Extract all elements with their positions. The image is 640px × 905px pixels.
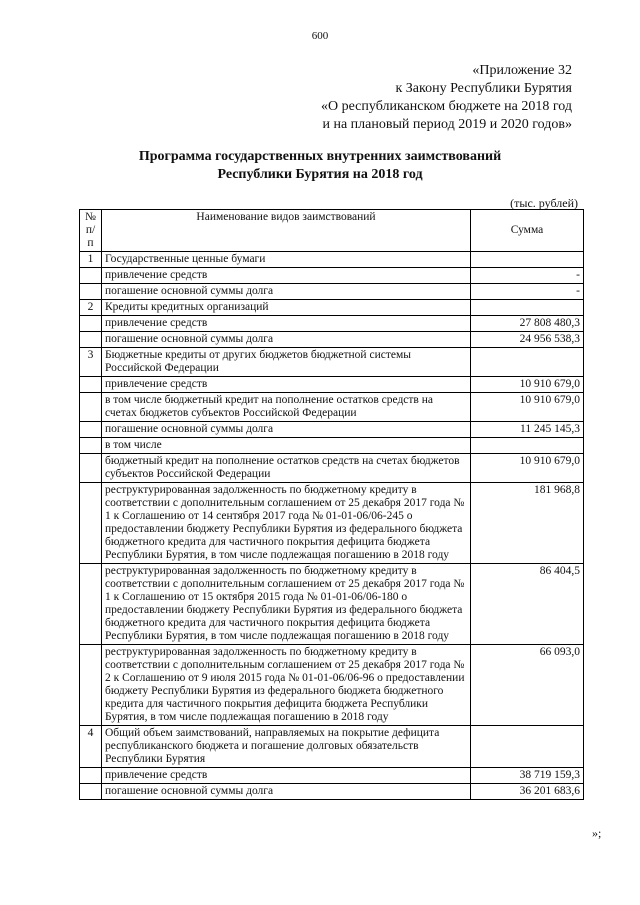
table-row bbox=[80, 483, 584, 564]
appendix-line-3: «О республиканском бюджете на 2018 год bbox=[321, 99, 572, 114]
title-line-2: Республики Бурятия на 2018 год bbox=[217, 167, 423, 182]
table-row bbox=[80, 422, 584, 438]
units-note: (тыс. рублей) bbox=[510, 196, 578, 210]
row-name: реструктурированная задолженность по бюджетному кредиту в соответствии с дополнительным соглашением от 25 декабря 2017 года № 2 к Соглашению от 9 июля 2015 года № 01-01-06/06-96 о предоставлении бюджету Республики Бурятия из федерального бюджета бюджетного кредита для частичного покрытия дефицита бюджета Республики Бурятия, в том числе подлежащая погашению в 2018 году bbox=[102, 645, 471, 726]
row-name: реструктурированная задолженность по бюджетному кредиту в соответствии с дополнительным соглашением от 25 декабря 2017 года № 1 к Соглашению от 15 октября 2015 года № 01-01-06/06-180 о предоставлении бюджету Республики Бурятия из федерального бюджета бюджетного кредита для частичного покрытия дефицита бюджета Республики Бурятия, в том числе подлежащая погашению в 2018 году bbox=[102, 564, 471, 645]
table-row bbox=[80, 438, 584, 454]
row-name: привлечение средств bbox=[102, 768, 471, 784]
table-row bbox=[80, 332, 584, 348]
row-name: в том числе бюджетный кредит на пополнение остатков средств на счетах бюджетов субъектов Российской Федерации bbox=[102, 393, 471, 422]
row-number bbox=[80, 454, 102, 483]
row-number: 1 bbox=[80, 252, 102, 268]
row-name: погашение основной суммы долга bbox=[102, 332, 471, 348]
row-amount bbox=[471, 438, 584, 454]
row-amount: 27 808 480,3 bbox=[471, 316, 584, 332]
row-name: погашение основной суммы долга bbox=[102, 784, 471, 800]
borrowing-table bbox=[79, 209, 584, 800]
row-amount bbox=[471, 726, 584, 768]
row-amount: 86 404,5 bbox=[471, 564, 584, 645]
title-line-1: Программа государственных внутренних заимствований bbox=[138, 149, 502, 164]
page-number: 600 bbox=[311, 30, 329, 42]
row-name: погашение основной суммы долга bbox=[102, 284, 471, 300]
row-number bbox=[80, 377, 102, 393]
row-number bbox=[80, 564, 102, 645]
row-amount: 36 201 683,6 bbox=[471, 784, 584, 800]
row-amount: - bbox=[471, 268, 584, 284]
row-name: бюджетный кредит на пополнение остатков средств на счетах бюджетов субъектов Российской Федерации bbox=[102, 454, 471, 483]
row-number: 3 bbox=[80, 348, 102, 377]
table-body bbox=[80, 252, 584, 800]
closing-mark: »; bbox=[592, 826, 602, 840]
row-amount: 24 956 538,3 bbox=[471, 332, 584, 348]
row-number bbox=[80, 284, 102, 300]
table-row bbox=[80, 284, 584, 300]
header-number: № п/п bbox=[80, 210, 102, 252]
row-name: привлечение средств bbox=[102, 377, 471, 393]
row-number: 2 bbox=[80, 300, 102, 316]
row-name: Государственные ценные бумаги bbox=[102, 252, 471, 268]
row-name: реструктурированная задолженность по бюджетному кредиту в соответствии с дополнительным соглашением от 25 декабря 2017 года № 1 к Соглашению от 14 сентября 2017 года № 01-01-06/06-245 о предоставлении бюджету Республики Бурятия из федерального бюджета бюджетного кредита для частичного покрытия дефицита бюджета Республики Бурятия, в том числе подлежащая погашению в 2018 году bbox=[102, 483, 471, 564]
row-name: Кредиты кредитных организаций bbox=[102, 300, 471, 316]
row-amount: 10 910 679,0 bbox=[471, 377, 584, 393]
row-number bbox=[80, 422, 102, 438]
row-name: в том числе bbox=[102, 438, 471, 454]
row-number bbox=[80, 784, 102, 800]
table-row bbox=[80, 348, 584, 377]
appendix-line-1: «Приложение 32 bbox=[472, 63, 572, 78]
row-amount: 38 719 159,3 bbox=[471, 768, 584, 784]
table-row bbox=[80, 645, 584, 726]
appendix-line-4: и на плановый период 2019 и 2020 годов» bbox=[322, 117, 572, 132]
table-row bbox=[80, 377, 584, 393]
appendix-line-2: к Закону Республики Бурятия bbox=[395, 81, 572, 96]
appendix-header bbox=[321, 62, 572, 134]
row-amount: 10 910 679,0 bbox=[471, 393, 584, 422]
table-row bbox=[80, 784, 584, 800]
document-title bbox=[0, 148, 640, 184]
row-number bbox=[80, 332, 102, 348]
header-sum: Сумма bbox=[471, 210, 584, 252]
table-row bbox=[80, 726, 584, 768]
row-number: 4 bbox=[80, 726, 102, 768]
table-row bbox=[80, 268, 584, 284]
header-name: Наименование видов заимствований bbox=[102, 210, 471, 252]
row-amount: 181 968,8 bbox=[471, 483, 584, 564]
row-name: привлечение средств bbox=[102, 316, 471, 332]
table-row bbox=[80, 564, 584, 645]
table-row bbox=[80, 316, 584, 332]
row-number bbox=[80, 316, 102, 332]
table-row bbox=[80, 768, 584, 784]
row-amount bbox=[471, 252, 584, 268]
row-name: погашение основной суммы долга bbox=[102, 422, 471, 438]
row-amount bbox=[471, 348, 584, 377]
row-amount: 11 245 145,3 bbox=[471, 422, 584, 438]
row-amount: - bbox=[471, 284, 584, 300]
row-number bbox=[80, 768, 102, 784]
row-amount: 66 093,0 bbox=[471, 645, 584, 726]
table-header-row bbox=[80, 210, 584, 252]
row-number bbox=[80, 268, 102, 284]
table-row bbox=[80, 454, 584, 483]
table-row bbox=[80, 300, 584, 316]
row-name: Общий объем заимствований, направляемых на покрытие дефицита республиканского бюджета и погашение долговых обязательств Республики Бурятия bbox=[102, 726, 471, 768]
row-amount bbox=[471, 300, 584, 316]
row-number bbox=[80, 483, 102, 564]
row-number bbox=[80, 393, 102, 422]
row-name: Бюджетные кредиты от других бюджетов бюджетной системы Российской Федерации bbox=[102, 348, 471, 377]
row-name: привлечение средств bbox=[102, 268, 471, 284]
table-row bbox=[80, 393, 584, 422]
table-row bbox=[80, 252, 584, 268]
row-number bbox=[80, 438, 102, 454]
row-number bbox=[80, 645, 102, 726]
row-amount: 10 910 679,0 bbox=[471, 454, 584, 483]
